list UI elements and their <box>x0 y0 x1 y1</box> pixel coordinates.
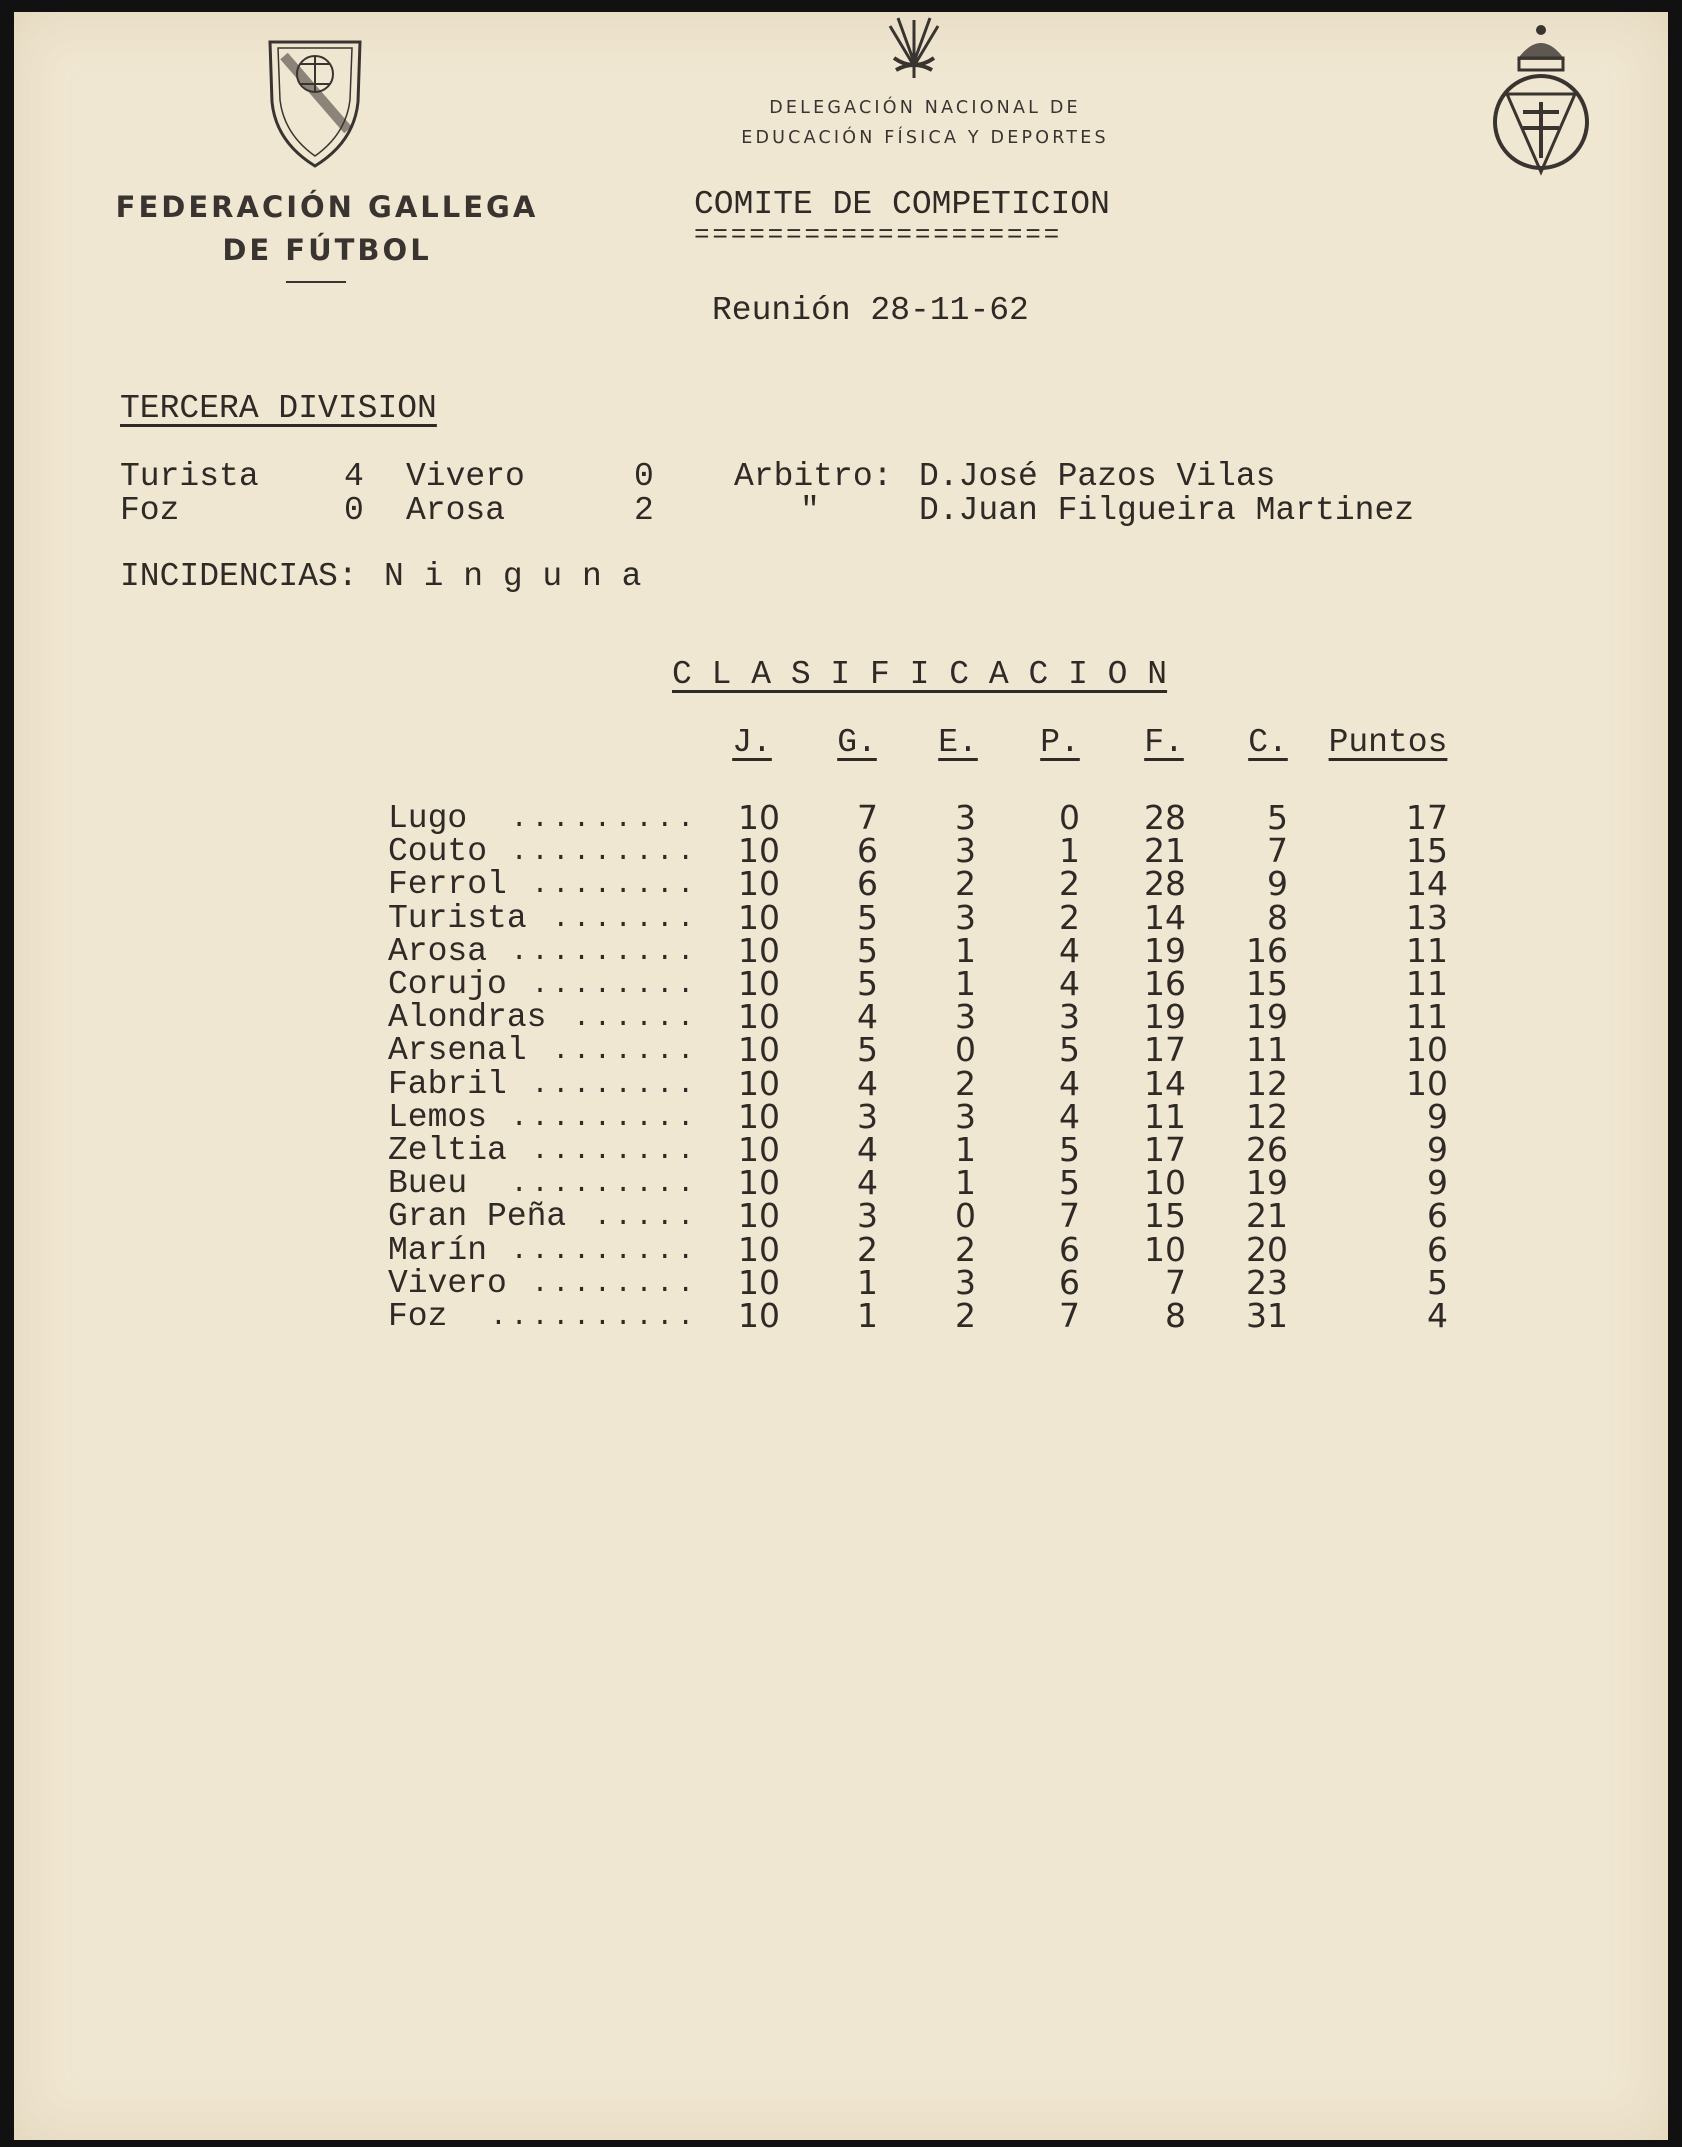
match-away-goals: 2 <box>634 492 654 529</box>
cell-lost: 3 <box>1059 997 1080 1037</box>
cell-drawn: 2 <box>955 1296 976 1335</box>
cell-lost: 4 <box>1059 964 1080 1003</box>
cell-goals-against: 7 <box>1267 831 1288 871</box>
team-name: Alondras <box>388 999 547 1037</box>
referee-label: Arbitro: <box>734 458 893 495</box>
cell-played: 10 <box>738 1096 780 1136</box>
cell-won: 5 <box>857 930 878 970</box>
cell-goals-against: 5 <box>1267 798 1288 837</box>
cell-goals-for: 7 <box>1165 1262 1186 1302</box>
dot-leader: ........ <box>531 1268 698 1300</box>
cell-played: 10 <box>738 1262 780 1302</box>
cell-won: 4 <box>857 1130 878 1169</box>
cell-lost: 4 <box>1059 1063 1080 1103</box>
cell-lost: 7 <box>1059 1196 1080 1236</box>
cell-won: 5 <box>857 1030 878 1070</box>
team-name: Lemos <box>388 1098 488 1136</box>
cell-played: 10 <box>738 1063 780 1103</box>
cell-played: 10 <box>738 1163 780 1203</box>
cell-goals-against: 11 <box>1246 1030 1288 1070</box>
cell-lost: 4 <box>1059 930 1080 970</box>
team-name: Lugo <box>388 800 468 837</box>
meeting-date: Reunión 28-11-62 <box>712 292 1029 329</box>
cell-goals-for: 10 <box>1144 1229 1186 1269</box>
dot-leader: ......... <box>510 804 698 835</box>
dot-leader: ...... <box>573 1003 698 1035</box>
dot-leader: ......... <box>510 1102 698 1134</box>
cell-won: 2 <box>857 1229 878 1269</box>
team-name: Turista <box>388 899 527 937</box>
incidents-label: INCIDENCIAS: <box>120 558 358 595</box>
cell-drawn: 1 <box>955 930 976 970</box>
cell-won: 4 <box>857 1163 878 1203</box>
cell-played: 10 <box>738 1130 780 1169</box>
cell-goals-against: 16 <box>1246 930 1288 970</box>
cell-points: 11 <box>1406 997 1448 1037</box>
dot-leader: ........ <box>531 870 698 902</box>
cell-points: 10 <box>1406 1030 1448 1070</box>
cell-goals-against: 19 <box>1246 1163 1288 1203</box>
cell-played: 10 <box>738 1296 780 1335</box>
team-name: Bueu <box>388 1165 468 1203</box>
column-header-points: Puntos <box>1328 724 1448 761</box>
cell-goals-for: 8 <box>1165 1296 1186 1335</box>
column-header-won: G. <box>837 724 877 761</box>
cell-goals-for: 17 <box>1144 1130 1186 1169</box>
cell-points: 9 <box>1427 1163 1448 1203</box>
match-away-goals: 0 <box>634 458 654 495</box>
royal-federation-crest-icon <box>1489 22 1593 182</box>
cell-drawn: 0 <box>955 1196 976 1236</box>
match-home-goals: 0 <box>344 492 364 529</box>
team-name: Marín <box>388 1231 488 1269</box>
cell-goals-against: 8 <box>1267 897 1288 937</box>
dot-leader: ........ <box>531 1069 698 1101</box>
cell-lost: 5 <box>1059 1163 1080 1203</box>
cell-played: 10 <box>738 831 780 871</box>
cell-won: 1 <box>857 1296 878 1335</box>
cell-goals-for: 14 <box>1144 1063 1186 1103</box>
cell-drawn: 3 <box>955 798 976 837</box>
team-name: Couto <box>388 833 488 871</box>
federation-name-line2: DE FÚTBOL <box>222 233 432 267</box>
cell-goals-for: 21 <box>1144 831 1186 871</box>
column-header-lost: P. <box>1040 724 1080 761</box>
cell-points: 5 <box>1427 1262 1448 1302</box>
dot-leader: ........ <box>531 970 698 1001</box>
cell-played: 10 <box>738 930 780 970</box>
cell-points: 14 <box>1406 864 1448 904</box>
dot-leader: ......... <box>510 1235 698 1267</box>
match-away-team: Arosa <box>406 492 506 529</box>
national-emblem-icon <box>884 12 944 84</box>
cell-drawn: 3 <box>955 897 976 937</box>
cell-played: 10 <box>738 798 780 837</box>
cell-goals-against: 9 <box>1267 864 1288 904</box>
cell-lost: 6 <box>1059 1229 1080 1269</box>
cell-lost: 1 <box>1059 831 1080 871</box>
cell-points: 9 <box>1427 1130 1448 1169</box>
team-name: Zeltia <box>388 1132 507 1169</box>
cell-played: 10 <box>738 1196 780 1236</box>
referee-name: D.José Pazos Vilas <box>919 458 1276 495</box>
cell-goals-for: 14 <box>1144 897 1186 937</box>
dot-leader: .......... <box>489 1302 698 1333</box>
cell-drawn: 3 <box>955 997 976 1037</box>
standings-title: C L A S I F I C A C I O N <box>672 656 1168 693</box>
cell-drawn: 0 <box>955 1030 976 1070</box>
division-title: TERCERA DIVISION <box>120 390 437 427</box>
cell-played: 10 <box>738 864 780 904</box>
cell-points: 6 <box>1427 1196 1448 1236</box>
cell-lost: 2 <box>1059 897 1080 937</box>
cell-goals-against: 12 <box>1246 1096 1288 1136</box>
cell-goals-for: 28 <box>1144 864 1186 904</box>
cell-goals-against: 31 <box>1246 1296 1288 1335</box>
cell-lost: 0 <box>1059 798 1080 837</box>
cell-lost: 4 <box>1059 1096 1080 1136</box>
cell-goals-against: 12 <box>1246 1063 1288 1103</box>
referee-ditto-mark: " <box>800 492 820 529</box>
cell-won: 4 <box>857 1063 878 1103</box>
column-header-played: J. <box>732 724 772 761</box>
dot-leader: ......... <box>510 1169 698 1201</box>
dot-leader: ..... <box>593 1202 698 1234</box>
cell-goals-against: 19 <box>1246 997 1288 1037</box>
cell-goals-against: 26 <box>1246 1130 1288 1169</box>
delegation-line2: EDUCACIÓN FÍSICA Y DEPORTES <box>741 128 1109 148</box>
cell-goals-for: 10 <box>1144 1163 1186 1203</box>
cell-won: 6 <box>857 831 878 871</box>
cell-drawn: 1 <box>955 1163 976 1203</box>
cell-won: 4 <box>857 997 878 1037</box>
cell-played: 10 <box>738 964 780 1003</box>
cell-won: 1 <box>857 1262 878 1302</box>
cell-lost: 5 <box>1059 1130 1080 1169</box>
team-name: Corujo <box>388 966 507 1003</box>
cell-played: 10 <box>738 897 780 937</box>
cell-drawn: 3 <box>955 1096 976 1136</box>
cell-points: 17 <box>1406 798 1448 837</box>
cell-played: 10 <box>738 1030 780 1070</box>
federation-name-line1: FEDERACIÓN GALLEGA <box>115 190 539 224</box>
cell-won: 5 <box>857 897 878 937</box>
cell-won: 6 <box>857 864 878 904</box>
cell-lost: 5 <box>1059 1030 1080 1070</box>
cell-won: 5 <box>857 964 878 1003</box>
dot-leader: ......... <box>510 936 698 968</box>
cell-points: 6 <box>1427 1229 1448 1269</box>
cell-drawn: 2 <box>955 1229 976 1269</box>
committee-rule: ==================== <box>694 220 1063 250</box>
cell-goals-against: 15 <box>1246 964 1288 1003</box>
cell-drawn: 1 <box>955 1130 976 1169</box>
cell-goals-against: 20 <box>1246 1229 1288 1269</box>
cell-points: 11 <box>1406 930 1448 970</box>
match-home-team: Turista <box>120 458 259 495</box>
cell-played: 10 <box>738 997 780 1037</box>
document-page <box>14 12 1668 2140</box>
cell-goals-for: 19 <box>1144 997 1186 1037</box>
cell-points: 15 <box>1406 831 1448 871</box>
cell-drawn: 3 <box>955 1262 976 1302</box>
cell-goals-for: 15 <box>1144 1196 1186 1236</box>
cell-goals-for: 19 <box>1144 930 1186 970</box>
cell-points: 4 <box>1427 1296 1448 1335</box>
cell-goals-against: 21 <box>1246 1196 1288 1236</box>
committee-title: COMITE DE COMPETICION <box>694 186 1110 223</box>
cell-points: 9 <box>1427 1096 1448 1136</box>
dot-leader: ....... <box>552 903 698 935</box>
cell-drawn: 3 <box>955 831 976 871</box>
column-header-drawn: E. <box>938 724 978 761</box>
dot-leader: ........ <box>531 1136 698 1167</box>
cell-lost: 7 <box>1059 1296 1080 1335</box>
team-name: Ferrol <box>388 866 507 904</box>
delegation-line1: DELEGACIÓN NACIONAL DE <box>769 98 1081 118</box>
team-name: Gran Peña <box>388 1198 567 1236</box>
federation-name-rule <box>286 281 346 283</box>
cell-goals-for: 11 <box>1144 1096 1186 1136</box>
dot-leader: ......... <box>510 837 698 869</box>
cell-won: 3 <box>857 1196 878 1236</box>
team-name: Fabril <box>388 1065 507 1103</box>
match-home-goals: 4 <box>344 458 364 495</box>
cell-drawn: 2 <box>955 864 976 904</box>
referee-name: D.Juan Filgueira Martinez <box>919 492 1415 529</box>
cell-points: 10 <box>1406 1063 1448 1103</box>
cell-goals-for: 16 <box>1144 964 1186 1003</box>
cell-points: 11 <box>1406 964 1448 1003</box>
team-name: Foz <box>388 1298 448 1335</box>
column-header-goals-against: C. <box>1248 724 1288 761</box>
column-header-goals-for: F. <box>1144 724 1184 761</box>
dot-leader: ....... <box>552 1036 698 1068</box>
team-name: Arosa <box>388 932 488 970</box>
cell-drawn: 2 <box>955 1063 976 1103</box>
team-name: Vivero <box>388 1264 507 1302</box>
cell-goals-for: 28 <box>1144 798 1186 837</box>
cell-goals-against: 23 <box>1246 1262 1288 1302</box>
cell-drawn: 1 <box>955 964 976 1003</box>
match-away-team: Vivero <box>406 458 525 495</box>
cell-lost: 2 <box>1059 864 1080 904</box>
federation-crest-icon <box>264 32 366 172</box>
cell-goals-for: 17 <box>1144 1030 1186 1070</box>
cell-points: 13 <box>1406 897 1448 937</box>
incidents-value: N i n g u n a <box>384 558 642 595</box>
cell-won: 3 <box>857 1096 878 1136</box>
cell-played: 10 <box>738 1229 780 1269</box>
cell-lost: 6 <box>1059 1262 1080 1302</box>
team-name: Arsenal <box>388 1032 527 1070</box>
match-home-team: Foz <box>120 492 180 529</box>
cell-won: 7 <box>857 798 878 837</box>
